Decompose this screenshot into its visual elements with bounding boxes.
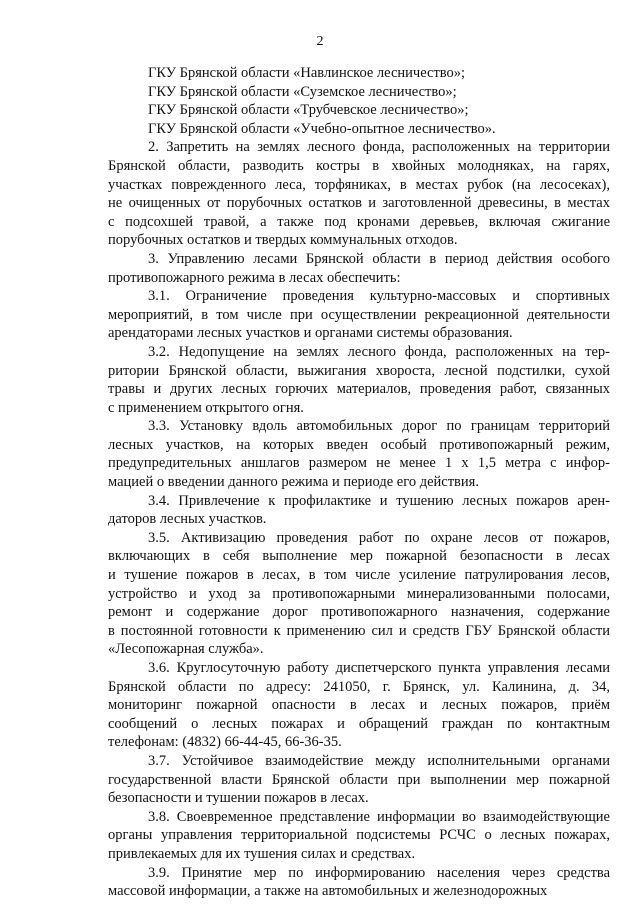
text-line: ГКУ Брянской области «Навлинское лесничество»; [148, 65, 466, 81]
text-line: ритории Брянской области, выжигания хвороста, лесной подстилки, сухой [108, 362, 610, 379]
text-line: не очищенных от порубочных остатков и заготовленной древесины, в местах [108, 195, 610, 212]
text-line: 3.9. Принятие мер по информированию населения через средства [148, 864, 610, 881]
paragraph-fd3 [108, 101, 610, 120]
document-body [108, 64, 610, 901]
text-line: привлекаемых для их тушения силах и средствах. [108, 845, 416, 862]
text-line: Брянской области, разводить костры в хвойных молодняках, на гарях, [108, 157, 610, 174]
text-line: Брянской области по адресу: 241050, г. Брянск, ул. Калинина, д. 34, [108, 678, 610, 695]
text-line: устройство и уход за противопожарными минерализованными полосами, [108, 585, 610, 602]
text-line: с подсохшей травой, а также под кронами деревьев, включая сжигание [108, 213, 610, 230]
text-line: лесных участков, на которых введен особый противопожарный режим, [108, 436, 610, 453]
text-line: 3.3. Установку вдоль автомобильных дорог по границам территорий [148, 418, 610, 435]
paragraph-fd4 [108, 120, 610, 139]
paragraph-p33 [108, 417, 610, 491]
paragraph-p32 [108, 343, 610, 417]
page-number: 2 [316, 34, 324, 49]
text-line: органы управления территориальной подсистемы РСЧС о лесных пожарах, [108, 827, 610, 844]
text-line: арендаторами лесных участков и органами системы образования. [108, 325, 513, 342]
text-line: 3.2. Недопущение на землях лесного фонда, расположенных на тер- [148, 343, 610, 360]
text-line: телефонам: (4832) 66-44-45, 66-36-35. [108, 734, 342, 751]
text-line: участках поврежденного леса, торфяниках, в местах рубок (на лесосеках), [108, 176, 610, 193]
text-line: сообщений о лесных пожарах и обращений граждан по контактным [108, 715, 610, 732]
paragraph-p38 [108, 808, 610, 864]
text-line: порубочных остатков и твердых коммунальных отходов. [108, 232, 458, 249]
paragraph-fd1 [108, 64, 610, 83]
text-line: массовой информации, а также на автомобильных и железнодорожных [108, 883, 548, 900]
paragraph-p34 [108, 492, 610, 529]
text-line: мероприятий, в том числе при осуществлении рекреационной деятельности [108, 306, 610, 323]
paragraph-p31 [108, 287, 610, 343]
text-line: даторов лесных участков. [108, 511, 267, 528]
paragraph-p39 [108, 864, 610, 901]
text-line: мацией о введении данного режима и периоде его действия. [108, 474, 479, 491]
text-line: 2. Запретить на землях лесного фонда, расположенных на территории [148, 139, 610, 156]
text-line: и тушение пожаров в лесах, в том числе усиление патрулирования лесов, [108, 567, 610, 584]
text-line: в постоянной готовности к применению сил и средств ГБУ Брянской области [108, 622, 610, 639]
text-line: 3.8. Своевременное представление информации во взаимодействующие [148, 808, 610, 825]
paragraph-p36 [108, 659, 610, 752]
text-line: безопасности и тушении пожаров в лесах. [108, 790, 369, 807]
paragraph-p3 [108, 250, 610, 287]
text-line: ремонт и содержание дорог противопожарного назначения, содержание [108, 604, 610, 621]
paragraph-p37 [108, 752, 610, 808]
text-line: 3. Управлению лесами Брянской области в период действия особого [148, 250, 610, 267]
text-line: 3.5. Активизацию проведения работ по охране лесов от пожаров, [148, 529, 610, 546]
text-line: противопожарного режима в лесах обеспечить: [108, 269, 401, 286]
paragraph-p2 [108, 138, 610, 250]
paragraph-p35 [108, 529, 610, 659]
text-line: с применением открытого огня. [108, 399, 304, 416]
text-line: ГКУ Брянской области «Трубчевское лесничество»; [148, 102, 469, 119]
text-line: 3.6. Круглосуточную работу диспетчерского пункта управления лесами [148, 660, 610, 676]
text-line: 3.4. Привлечение к профилактике и тушению лесных пожаров арен- [148, 492, 610, 509]
text-line: ГКУ Брянской области «Учебно-опытное лесничество». [148, 120, 496, 137]
text-line: ГКУ Брянской области «Суземское лесничество»; [148, 83, 457, 100]
text-line: предупредительных аншлагов размером не менее 1 х 1,5 метра с инфор- [108, 455, 610, 472]
text-line: государственной власти Брянской области при выполнении мер пожарной [108, 771, 610, 788]
text-line: травы и других лесных горючих материалов, проведения работ, связанных [108, 381, 610, 398]
text-line: 3.1. Ограничение проведения культурно-массовых и спортивных [148, 288, 610, 305]
text-line: 3.7. Устойчивое взаимодействие между исполнительными органами [148, 752, 610, 769]
text-line: «Лесопожарная служба». [108, 641, 264, 658]
text-line: включающих в себя выполнение мер пожарной безопасности в лесах [108, 548, 610, 565]
text-line: мониторинг пожарной опасности в лесах и лесных пожаров, приём [108, 697, 610, 714]
paragraph-fd2 [108, 83, 610, 102]
